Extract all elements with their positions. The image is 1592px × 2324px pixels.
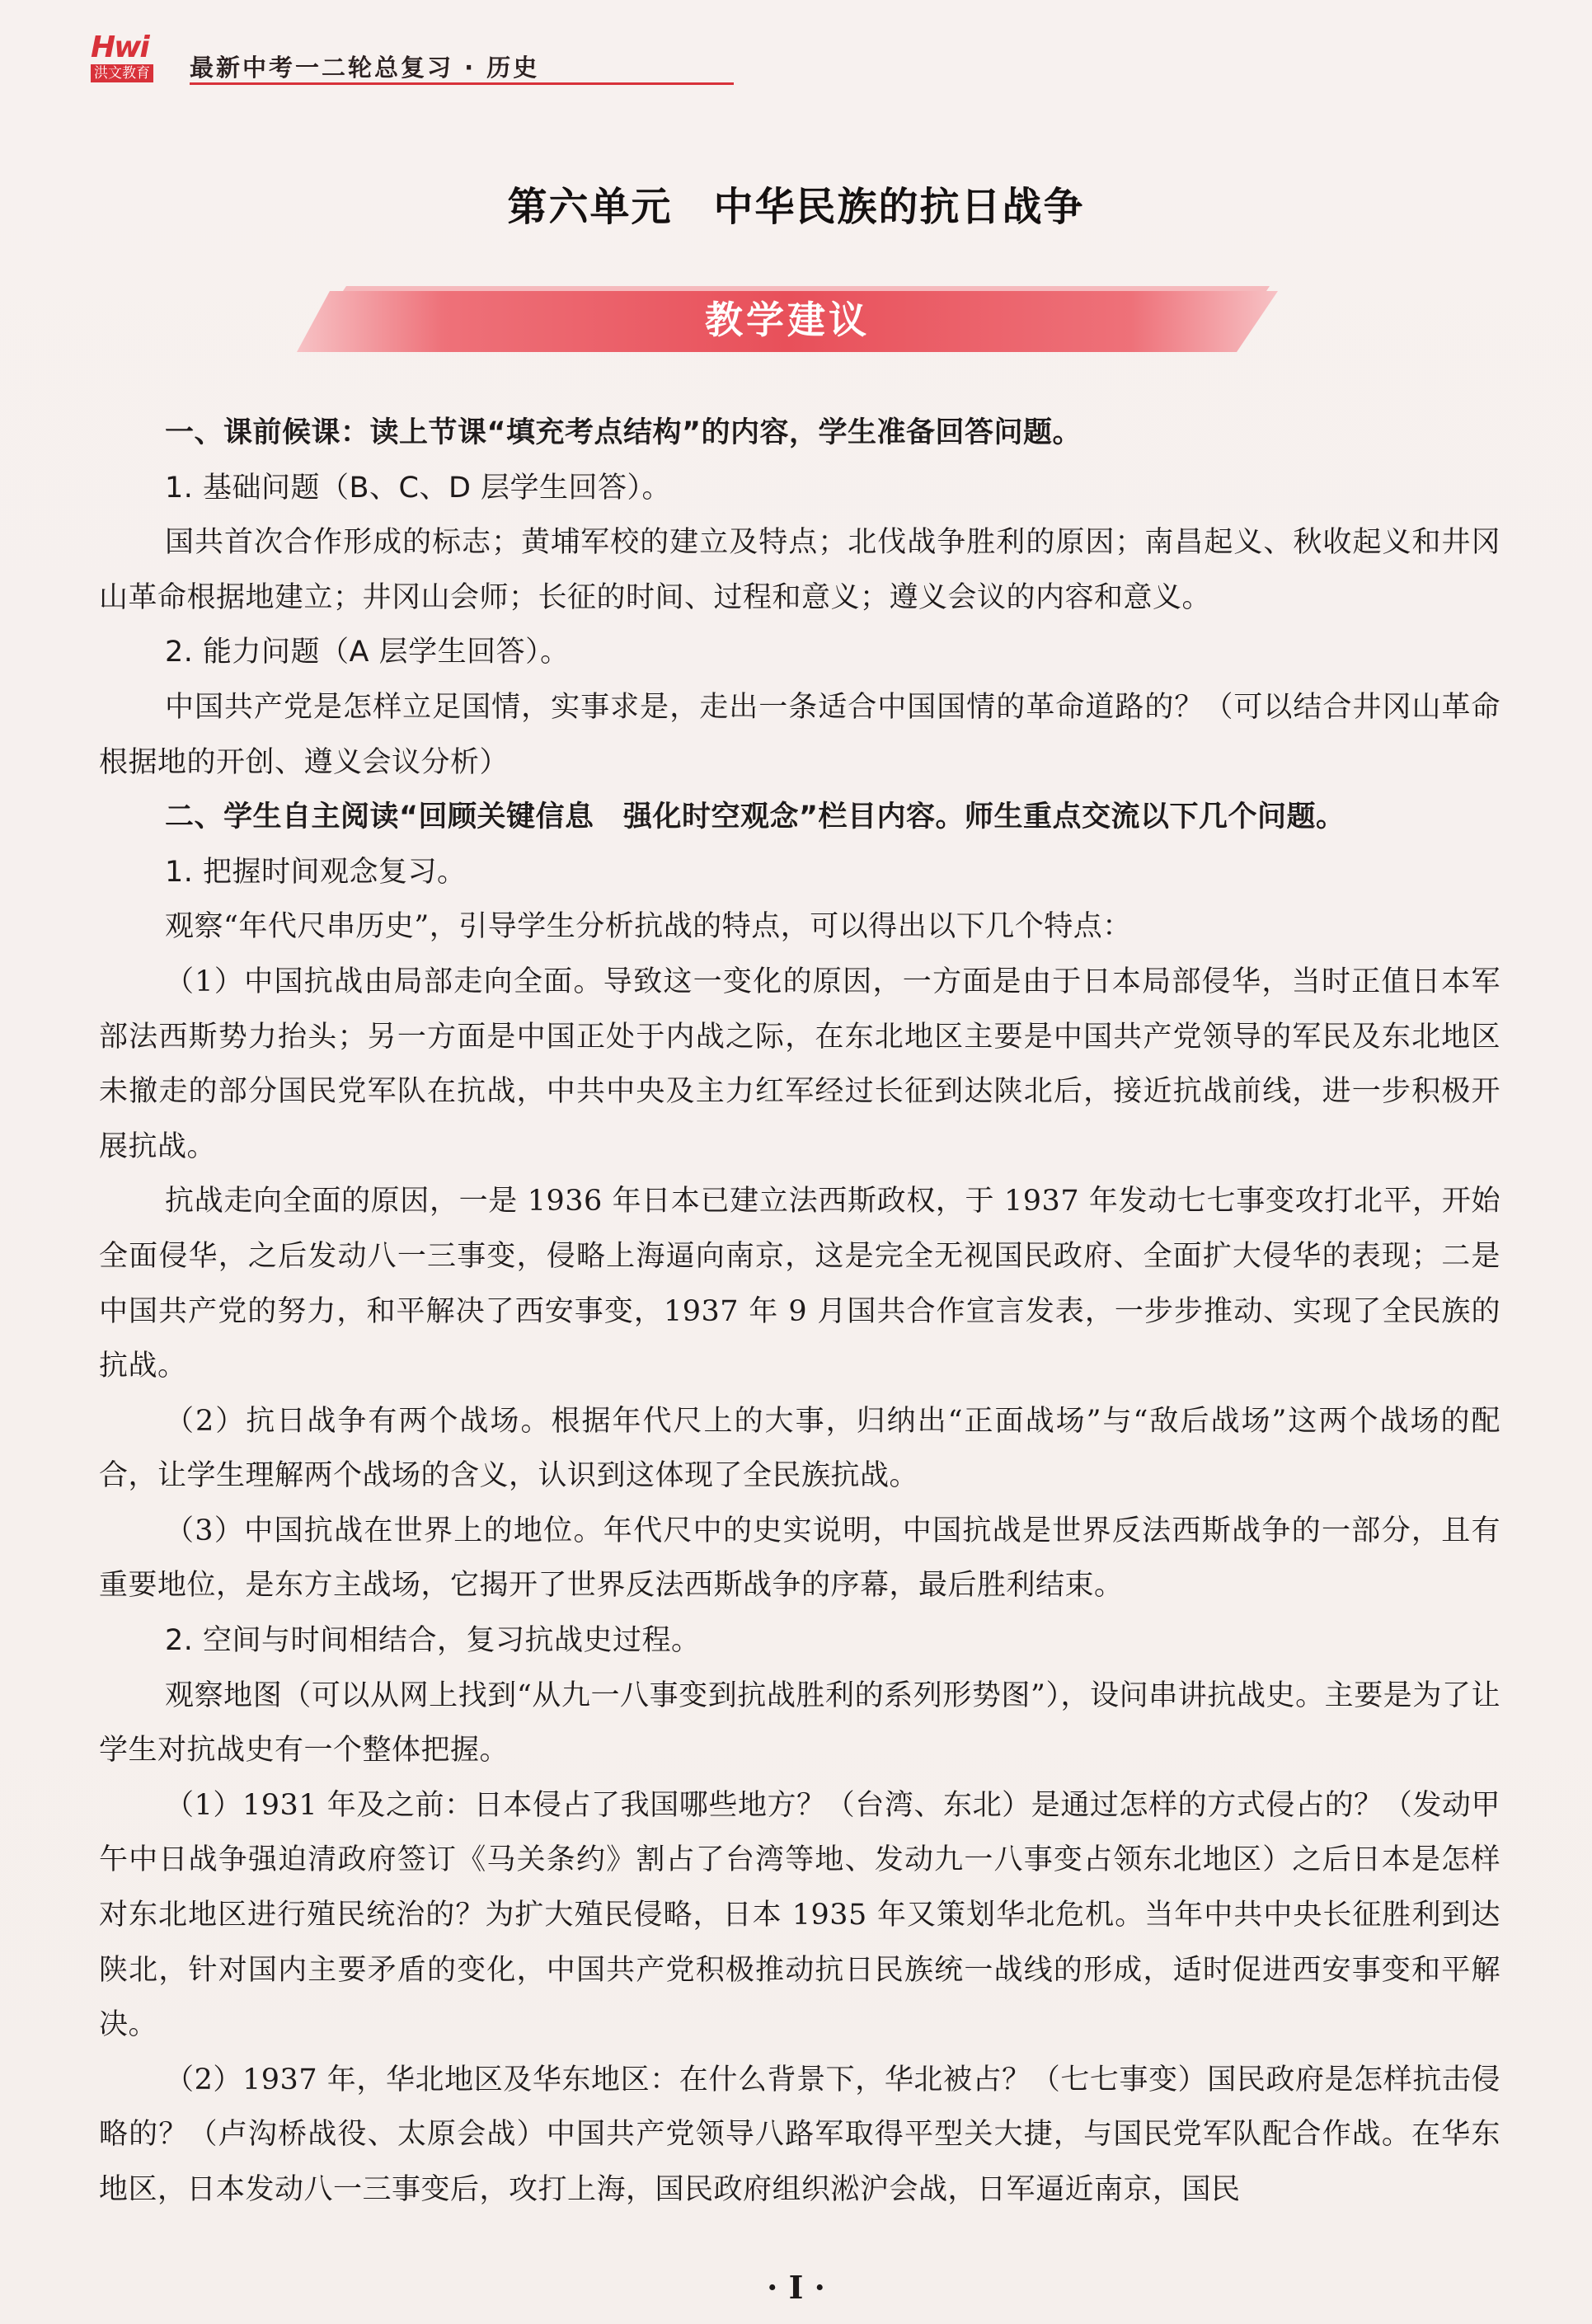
subheading-basic: 1. 基础问题（B、C、D 层学生回答）。 (165, 471, 672, 505)
header-divider (190, 82, 734, 85)
paragraph: 观察“年代尺串历史”，引导学生分析抗战的特点，可以得出以下几个特点： (165, 910, 1132, 944)
paragraph: （3）中国抗战在世界上的地位。年代尺中的史实说明，中国抗战是世界反法西斯战争的一部分，且有重要地位，是东方主战场，它揭开了世界反法西斯战争的序幕，最后胜利结束。 (99, 1514, 1500, 1603)
banner-label: 教学建议 (705, 298, 870, 342)
section-heading-1: 一、课前候课：读上节课“填充考点结构”的内容，学生准备回答问题。 (165, 416, 1082, 449)
page-number: · I · (767, 2269, 825, 2306)
publisher-logo (91, 31, 181, 89)
subheading-time: 1. 把握时间观念复习。 (165, 855, 467, 889)
paragraph: 国共首次合作形成的标志；黄埔军校的建立及特点；北伐战争胜利的原因；南昌起义、秋收起义和井冈山革命根据地建立；井冈山会师；长征的时间、过程和意义；遵义会议的内容和意义。 (99, 526, 1500, 614)
subheading-space-time: 2. 空间与时间相结合，复习抗战史过程。 (165, 1624, 701, 1658)
unit-title: 第六单元 中华民族的抗日战争 (507, 184, 1085, 230)
paragraph: （2）1937 年，华北地区及华东地区：在什么背景下，华北被占？（七七事变）国民政府是怎样抗击侵略的？（卢沟桥战役、太原会战）中国共产党领导八路军取得平型关大捷，与国民党军队配合作战。在华东地区，日本发动八一三事变后，攻打上海，国民政府组织淞沪会战，日军逼近南京，国民 (99, 2063, 1500, 2206)
paragraph: 中国共产党是怎样立足国情，实事求是，走出一条适合中国国情的革命道路的？（可以结合井冈山革命根据地的开创、遵义会议分析） (99, 690, 1500, 779)
paragraph: （1）1931 年及之前：日本侵占了我国哪些地方？（台湾、东北）是通过怎样的方式侵占的？（发动甲午中日战争强迫清政府签订《马关条约》割占了台湾等地、发动九一八事变占领东北地区）之后日本是怎样对东北地区进行殖民统治的？为扩大殖民侵略，日本 1935 年又策划华北危机。当年中共中央长征胜利到达陕北，针对国内主要矛盾的变化，中国共产党积极推动抗日民族统一战线的形成，适时促进西安事变和平解决。 (99, 1788, 1500, 2042)
body-text (99, 406, 1500, 2218)
subheading-ability: 2. 能力问题（A 层学生回答）。 (165, 636, 570, 669)
paragraph: 抗战走向全面的原因，一是 1936 年日本已建立法西斯政权，于 1937 年发动七七事变攻打北平，开始全面侵华，之后发动八一三事变，侵略上海逼向南京，这是完全无视国民政府、全面扩大侵华的表现；二是中国共产党的努力，和平解决了西安事变，1937 年 9 月国共合作宣言发表，一步步推动、实现了全民族的抗战。 (99, 1185, 1500, 1383)
series-title: 最新中考一二轮总复习 · 历史 (190, 54, 540, 82)
section-heading-2: 二、学生自主阅读“回顾关键信息 强化时空观念”栏目内容。师生重点交流以下几个问题。 (165, 800, 1345, 834)
logo-mark: Hwi (91, 31, 148, 64)
section-banner (297, 284, 1278, 359)
paragraph: 观察地图（可以从网上找到“从九一八事变到抗战胜利的系列形势图”），设问串讲抗战史。主要是为了让学生对抗战史有一个整体把握。 (99, 1678, 1500, 1768)
logo-subtitle: 洪文教育 (91, 64, 153, 82)
page-header (91, 31, 1575, 89)
paragraph: （2）抗日战争有两个战场。根据年代尺上的大事，归纳出“正面战场”与“敌后战场”这两个战场的配合，让学生理解两个战场的含义，认识到这体现了全民族抗战。 (99, 1404, 1500, 1493)
paragraph: （1）中国抗战由局部走向全面。导致这一变化的原因，一方面是由于日本局部侵华，当时正值日本军部法西斯势力抬头；另一方面是中国正处于内战之际，在东北地区主要是中国共产党领导的军民及东北地区未撤走的部分国民党军队在抗战，中共中央及主力红军经过长征到达陕北后，接近抗战前线，进一步积极开展抗战。 (99, 965, 1500, 1163)
